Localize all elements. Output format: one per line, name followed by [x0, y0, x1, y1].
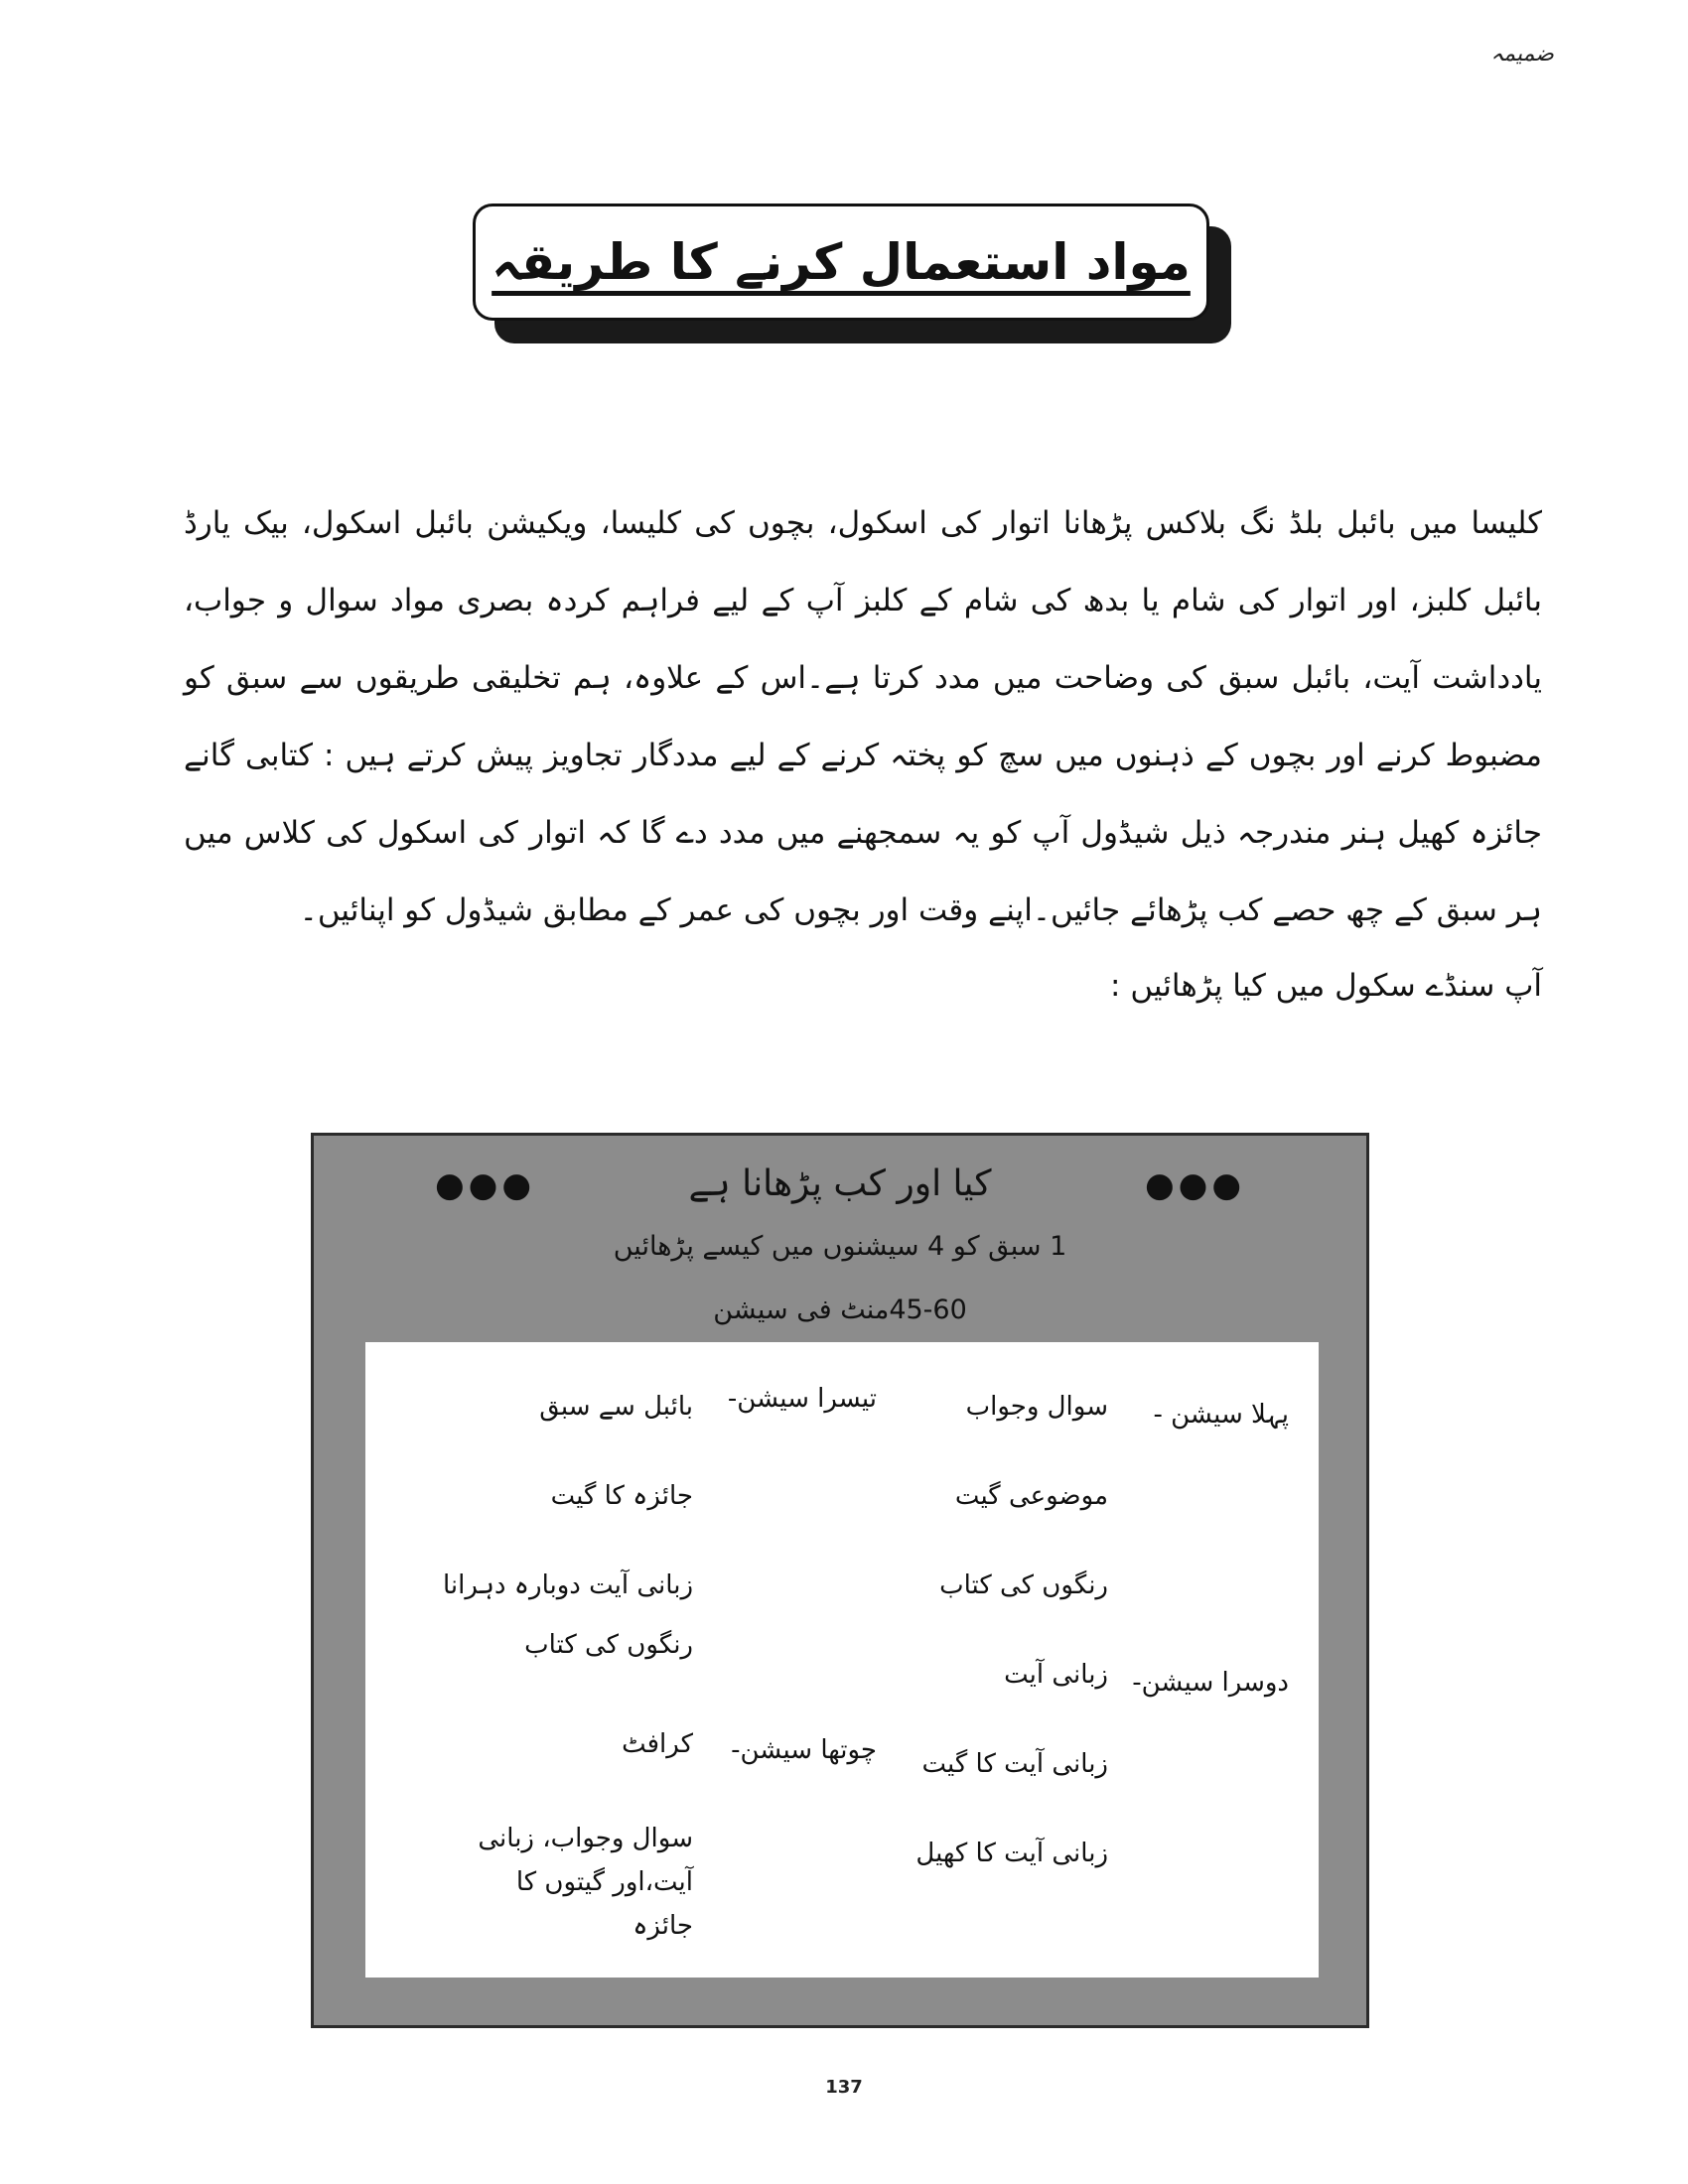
title-banner: [473, 204, 1209, 321]
decorative-dots-left: ●●●: [435, 1165, 536, 1205]
page-number: 137: [825, 2077, 863, 2098]
list-item: زبانی آیت دوبارہ دہرانا: [442, 1570, 693, 1600]
list-item: کرافٹ: [622, 1729, 693, 1759]
list-item: سوال وجواب: [965, 1392, 1108, 1422]
schedule-table: [365, 1342, 1319, 1978]
list-item: زبانی آیت کا گیت: [921, 1749, 1108, 1779]
schedule-title: کیا اور کب پڑھانا ہے: [688, 1163, 992, 1204]
session-label-second: دوسرا سیشن-: [1132, 1668, 1289, 1698]
appendix-label: ضمیمہ: [1490, 42, 1554, 67]
list-item: موضوعی گیت: [954, 1481, 1108, 1511]
list-item: زبانی آیت: [1004, 1660, 1108, 1690]
list-item: رنگوں کی کتاب: [939, 1570, 1108, 1600]
session-label-third: تیسرا سیشن-: [727, 1384, 877, 1414]
list-item: رنگوں کی کتاب: [524, 1630, 693, 1660]
list-item: جائزہ کا گیت: [550, 1481, 693, 1511]
decorative-dots-right: ●●●: [1144, 1165, 1245, 1205]
schedule-subtitle: 1 سبق کو 4 سیشنوں میں کیسے پڑھائیں: [613, 1231, 1067, 1262]
page-title: مواد استعمال کرنے کا طریقہ: [492, 233, 1191, 291]
session-label-first: پہلا سیشن -: [1153, 1400, 1289, 1430]
session-label-fourth: چوتھا سیشن-: [731, 1735, 877, 1765]
subheading: آپ سنڈے سکول میں کیا پڑھائیں :: [1110, 968, 1542, 1004]
list-item: سوال وجواب، زبانی آیت،اور گیتوں کا جائزہ: [478, 1824, 693, 1941]
schedule-box: [311, 1133, 1369, 2028]
schedule-duration: 45-60منٹ فی سیشن: [713, 1295, 967, 1325]
intro-paragraph: کلیسا میں بائبل بلڈ نگ بلاکس پڑھانا اتوار کی اسکول، بچوں کی کلیسا، ویکیشن بائبل اسکول، بیک یارڈ بائبل کلبز، اور اتوار کی شام یا بدھ کی شام کے کلبز آپ کے لیے فراہم کردہ بصری مواد سوال و جواب، یادداشت آیت، بائبل سبق کی وضاحت میں مدد کرتا ہے۔اس کے علاوہ، ہم تخلیقی طریقوں سے سبق کو مضبوط کرنے اور بچوں کے ذہنوں میں سچ کو پختہ کرنے کے لیے مددگار تجاویز پیش کرتے ہیں : کتابی گانے جائزہ کھیل ہنر مندرجہ ذیل شیڈول آپ کو یہ سمجھنے میں مدد دے گا کہ اتوار کی اسکول کی کلاس میں ہر سبق کے چھ حصے کب پڑھائے جائیں۔اپنے وقت اور بچوں کی عمر کے مطابق شیڈول کو اپنائیں۔: [184, 505, 1542, 928]
list-item: بائبل سے سبق: [539, 1392, 693, 1422]
list-item: زبانی آیت کا کھیل: [915, 1839, 1108, 1868]
